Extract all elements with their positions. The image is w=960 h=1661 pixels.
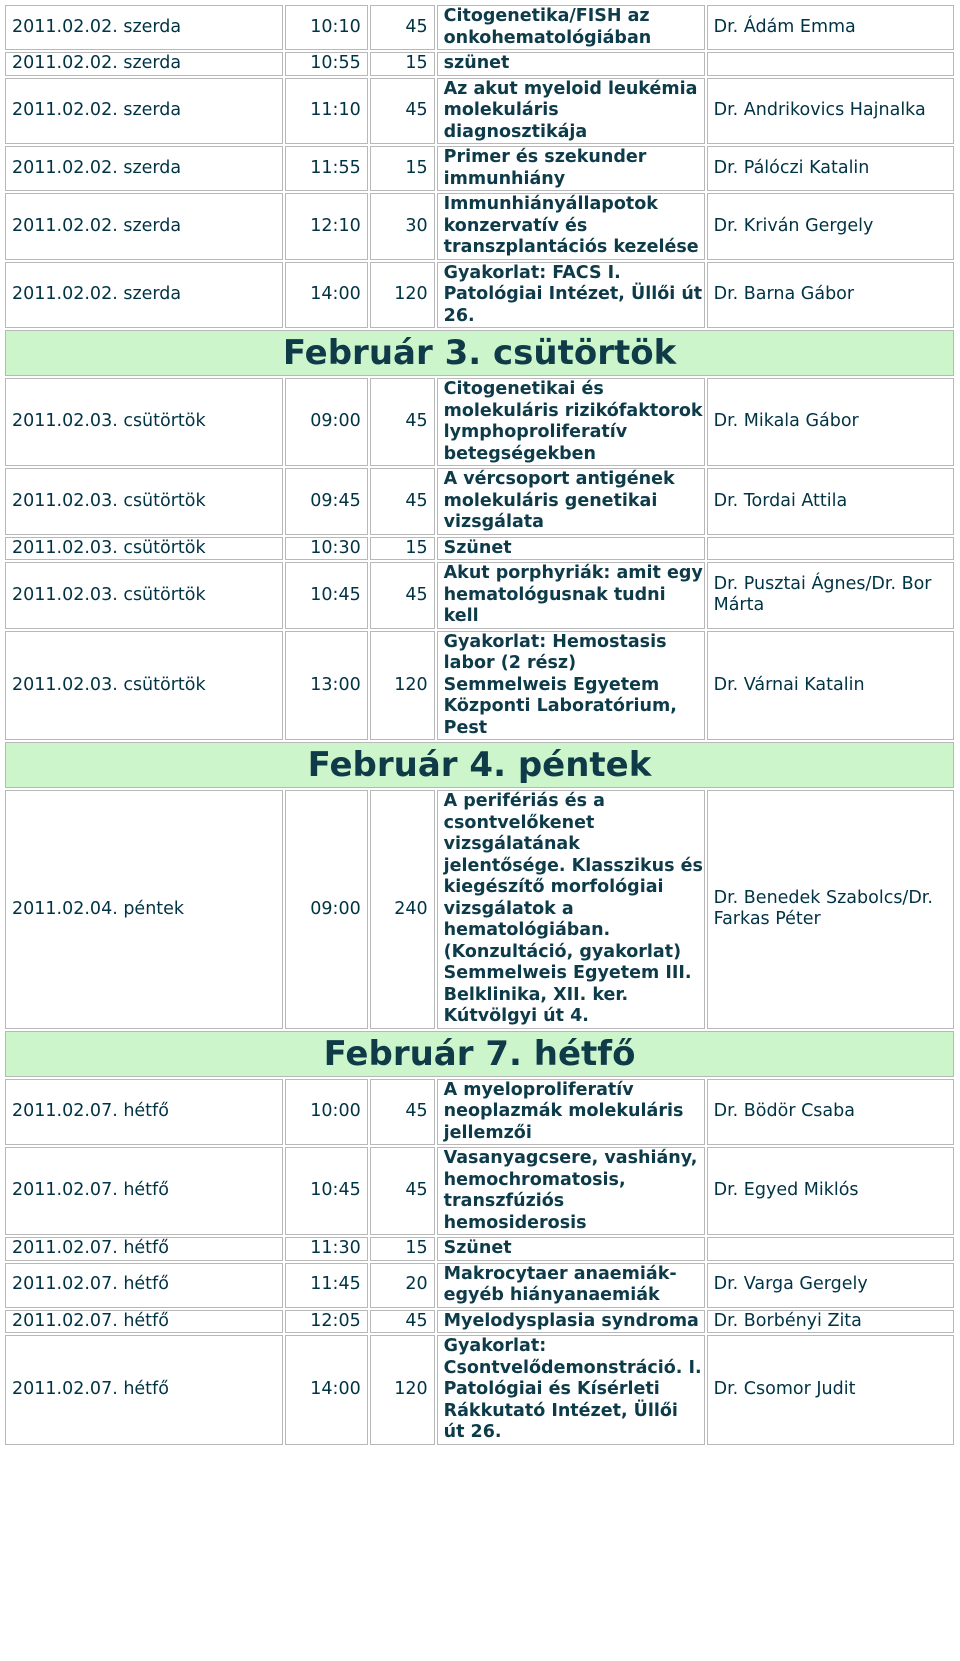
session-dur-cell: 15 <box>370 537 435 561</box>
session-dur-cell: 120 <box>370 262 435 329</box>
session-lect-cell: Dr. Borbényi Zita <box>707 1310 954 1334</box>
session-time-cell: 09:45 <box>285 468 367 535</box>
session-topic-cell: Gyakorlat: FACS I. Patológiai Intézet, Üllői út 26. <box>437 262 705 329</box>
session-dur-cell: 45 <box>370 5 435 50</box>
session-topic-cell: Makrocytaer anaemiák-egyéb hiányanaemiák <box>437 1263 705 1308</box>
session-dur-cell: 120 <box>370 631 435 741</box>
session-topic-cell: Gyakorlat: Hemostasis labor (2 rész) Semmelweis Egyetem Központi Laboratórium, Pest <box>437 631 705 741</box>
session-time-cell: 11:10 <box>285 78 367 145</box>
session-row <box>5 537 954 561</box>
session-dur-cell: 15 <box>370 146 435 191</box>
session-time-cell: 11:55 <box>285 146 367 191</box>
session-dur-cell: 30 <box>370 193 435 260</box>
session-time-cell: 10:10 <box>285 5 367 50</box>
session-time-cell: 11:30 <box>285 1237 367 1261</box>
session-lect-cell: Dr. Várnai Katalin <box>707 631 954 741</box>
session-row <box>5 52 954 76</box>
session-time-cell: 10:55 <box>285 52 367 76</box>
day-heading: Február 7. hétfő <box>5 1031 954 1077</box>
session-date-cell: 2011.02.03. csütörtök <box>5 378 283 466</box>
session-time-cell: 09:00 <box>285 790 367 1029</box>
session-row <box>5 631 954 741</box>
session-time-cell: 09:00 <box>285 378 367 466</box>
session-topic-cell: Az akut myeloid leukémia molekuláris diagnosztikája <box>437 78 705 145</box>
session-lect-cell <box>707 537 954 561</box>
session-topic-cell: Immunhiányállapotok konzervatív és transzplantációs kezelése <box>437 193 705 260</box>
schedule-table <box>3 3 956 1447</box>
session-dur-cell: 45 <box>370 78 435 145</box>
session-row <box>5 1335 954 1445</box>
session-lect-cell: Dr. Andrikovics Hajnalka <box>707 78 954 145</box>
session-topic-cell: Akut porphyriák: amit egy hematológusnak tudni kell <box>437 562 705 629</box>
session-date-cell: 2011.02.07. hétfő <box>5 1263 283 1308</box>
session-lect-cell: Dr. Kriván Gergely <box>707 193 954 260</box>
session-dur-cell: 120 <box>370 1335 435 1445</box>
session-row <box>5 562 954 629</box>
session-dur-cell: 45 <box>370 468 435 535</box>
session-date-cell: 2011.02.03. csütörtök <box>5 562 283 629</box>
session-row <box>5 1263 954 1308</box>
session-row <box>5 5 954 50</box>
day-heading: Február 4. péntek <box>5 742 954 788</box>
session-topic-cell: A perifériás és a csontvelőkenet vizsgálatának jelentősége. Klasszikus és kiegészítő morfológiai vizsgálatok a hematológiában. (Konzultáció, gyakorlat) Semmelweis Egyetem III. Belklinika, XII. ker. Kútvölgyi út 4. <box>437 790 705 1029</box>
session-row <box>5 193 954 260</box>
session-time-cell: 10:45 <box>285 1147 367 1235</box>
session-dur-cell: 15 <box>370 1237 435 1261</box>
day-header-row <box>5 742 954 788</box>
session-lect-cell: Dr. Benedek Szabolcs/Dr. Farkas Péter <box>707 790 954 1029</box>
session-row <box>5 378 954 466</box>
session-lect-cell: Dr. Mikala Gábor <box>707 378 954 466</box>
day-heading: Február 3. csütörtök <box>5 330 954 376</box>
session-lect-cell <box>707 52 954 76</box>
session-date-cell: 2011.02.07. hétfő <box>5 1147 283 1235</box>
session-row <box>5 1079 954 1146</box>
session-topic-cell: Myelodysplasia syndroma <box>437 1310 705 1334</box>
session-dur-cell: 45 <box>370 1079 435 1146</box>
session-topic-cell: Citogenetika/FISH az onkohematológiában <box>437 5 705 50</box>
session-dur-cell: 45 <box>370 1147 435 1235</box>
session-date-cell: 2011.02.03. csütörtök <box>5 468 283 535</box>
session-topic-cell: Szünet <box>437 1237 705 1261</box>
session-date-cell: 2011.02.07. hétfő <box>5 1079 283 1146</box>
session-topic-cell: A vércsoport antigének molekuláris genetikai vizsgálata <box>437 468 705 535</box>
session-topic-cell: Vasanyagcsere, vashiány, hemochromatosis, transzfúziós hemosiderosis <box>437 1147 705 1235</box>
session-dur-cell: 20 <box>370 1263 435 1308</box>
session-row <box>5 78 954 145</box>
session-time-cell: 14:00 <box>285 1335 367 1445</box>
session-row <box>5 468 954 535</box>
session-dur-cell: 15 <box>370 52 435 76</box>
session-topic-cell: Citogenetikai és molekuláris rizikófaktorok lymphoproliferatív betegségekben <box>437 378 705 466</box>
session-dur-cell: 45 <box>370 1310 435 1334</box>
session-row <box>5 790 954 1029</box>
session-date-cell: 2011.02.07. hétfő <box>5 1237 283 1261</box>
session-row <box>5 146 954 191</box>
session-time-cell: 12:10 <box>285 193 367 260</box>
session-topic-cell: A myeloproliferatív neoplazmák molekuláris jellemzői <box>437 1079 705 1146</box>
session-date-cell: 2011.02.02. szerda <box>5 78 283 145</box>
session-lect-cell: Dr. Ádám Emma <box>707 5 954 50</box>
session-date-cell: 2011.02.02. szerda <box>5 146 283 191</box>
session-time-cell: 10:00 <box>285 1079 367 1146</box>
session-date-cell: 2011.02.02. szerda <box>5 5 283 50</box>
session-lect-cell: Dr. Tordai Attila <box>707 468 954 535</box>
session-time-cell: 13:00 <box>285 631 367 741</box>
session-lect-cell: Dr. Varga Gergely <box>707 1263 954 1308</box>
session-lect-cell: Dr. Bödör Csaba <box>707 1079 954 1146</box>
session-lect-cell <box>707 1237 954 1261</box>
session-date-cell: 2011.02.03. csütörtök <box>5 631 283 741</box>
session-date-cell: 2011.02.07. hétfő <box>5 1335 283 1445</box>
session-dur-cell: 45 <box>370 562 435 629</box>
session-lect-cell: Dr. Barna Gábor <box>707 262 954 329</box>
session-time-cell: 10:30 <box>285 537 367 561</box>
session-time-cell: 10:45 <box>285 562 367 629</box>
session-date-cell: 2011.02.02. szerda <box>5 193 283 260</box>
session-lect-cell: Dr. Pálóczi Katalin <box>707 146 954 191</box>
session-row <box>5 1147 954 1235</box>
schedule-body <box>5 5 954 1445</box>
session-topic-cell: szünet <box>437 52 705 76</box>
session-date-cell: 2011.02.04. péntek <box>5 790 283 1029</box>
day-header-row <box>5 1031 954 1077</box>
session-topic-cell: Primer és szekunder immunhiány <box>437 146 705 191</box>
session-lect-cell: Dr. Csomor Judit <box>707 1335 954 1445</box>
session-dur-cell: 45 <box>370 378 435 466</box>
session-time-cell: 11:45 <box>285 1263 367 1308</box>
session-date-cell: 2011.02.03. csütörtök <box>5 537 283 561</box>
session-dur-cell: 240 <box>370 790 435 1029</box>
session-row <box>5 262 954 329</box>
session-lect-cell: Dr. Egyed Miklós <box>707 1147 954 1235</box>
session-time-cell: 12:05 <box>285 1310 367 1334</box>
session-date-cell: 2011.02.02. szerda <box>5 52 283 76</box>
session-row <box>5 1237 954 1261</box>
session-date-cell: 2011.02.07. hétfő <box>5 1310 283 1334</box>
day-header-row <box>5 330 954 376</box>
session-time-cell: 14:00 <box>285 262 367 329</box>
session-topic-cell: Szünet <box>437 537 705 561</box>
session-row <box>5 1310 954 1334</box>
session-topic-cell: Gyakorlat: Csontvelődemonstráció. I. Patológiai és Kísérleti Rákkutató Intézet, Üllői út 26. <box>437 1335 705 1445</box>
session-date-cell: 2011.02.02. szerda <box>5 262 283 329</box>
session-lect-cell: Dr. Pusztai Ágnes/Dr. Bor Márta <box>707 562 954 629</box>
